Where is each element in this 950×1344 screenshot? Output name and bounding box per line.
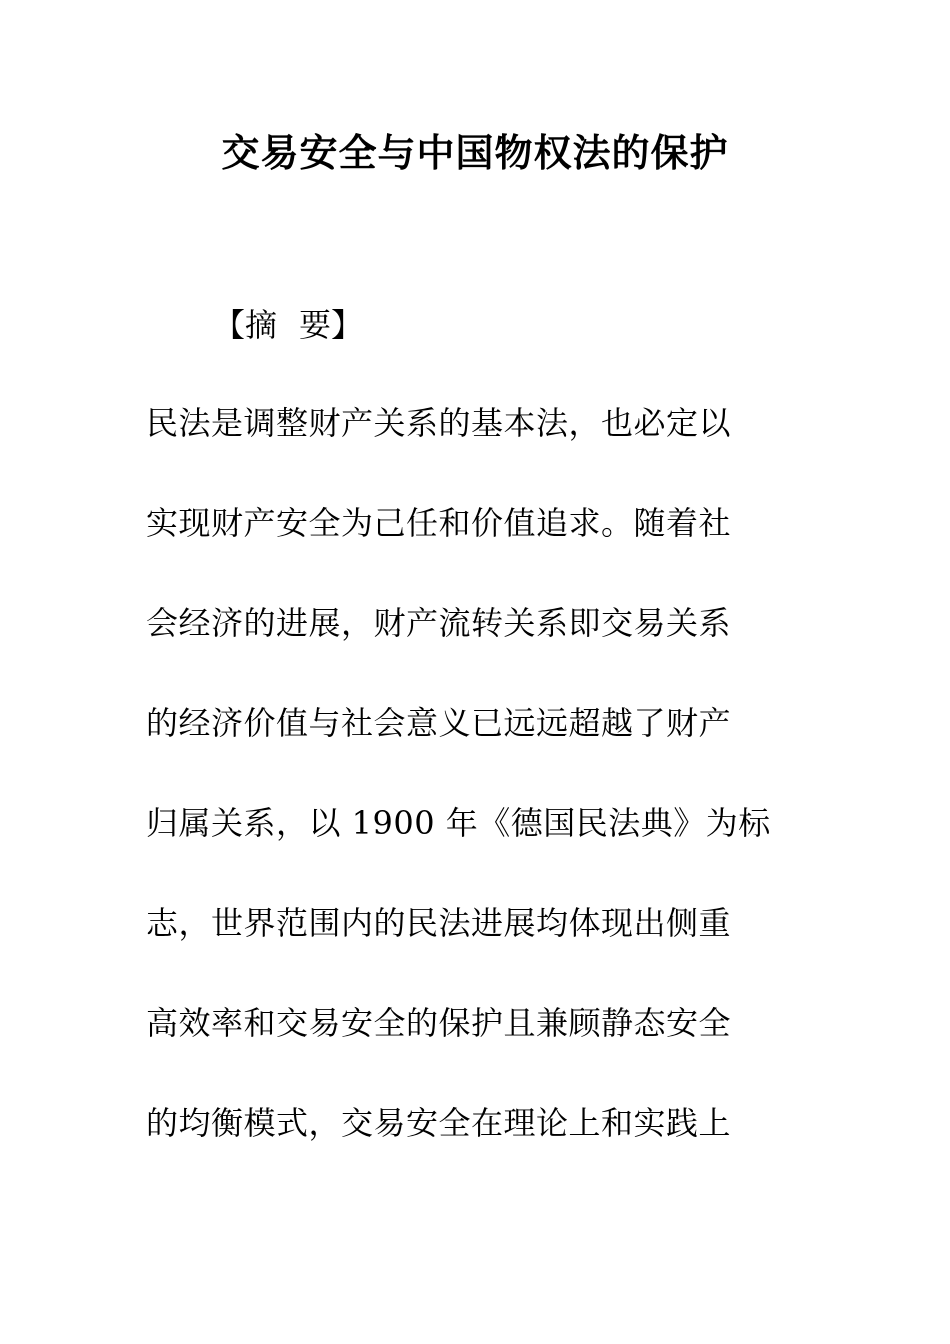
abstract-heading-close: 要】	[299, 306, 364, 344]
document-title: 交易安全与中国物权法的保护	[221, 130, 729, 175]
body-line: 会经济的进展，财产流转关系即交易关系	[146, 604, 732, 642]
body-line: 民法是调整财产关系的基本法，也必定以	[146, 404, 732, 442]
abstract-heading-open: 【摘	[213, 306, 278, 344]
abstract-heading	[213, 300, 363, 350]
body-line: 归属关系，以 1900 年《德国民法典》为标	[146, 804, 771, 842]
body-line: 实现财产安全为己任和价值追求。随着社	[146, 504, 732, 542]
abstract-body	[146, 398, 826, 1198]
body-line: 志，世界范围内的民法进展均体现出侧重	[146, 904, 732, 942]
body-line: 的经济价值与社会意义已远远超越了财产	[146, 704, 732, 742]
body-line: 的均衡模式，交易安全在理论上和实践上	[146, 1104, 732, 1142]
body-line: 高效率和交易安全的保护且兼顾静态安全	[146, 1004, 732, 1042]
